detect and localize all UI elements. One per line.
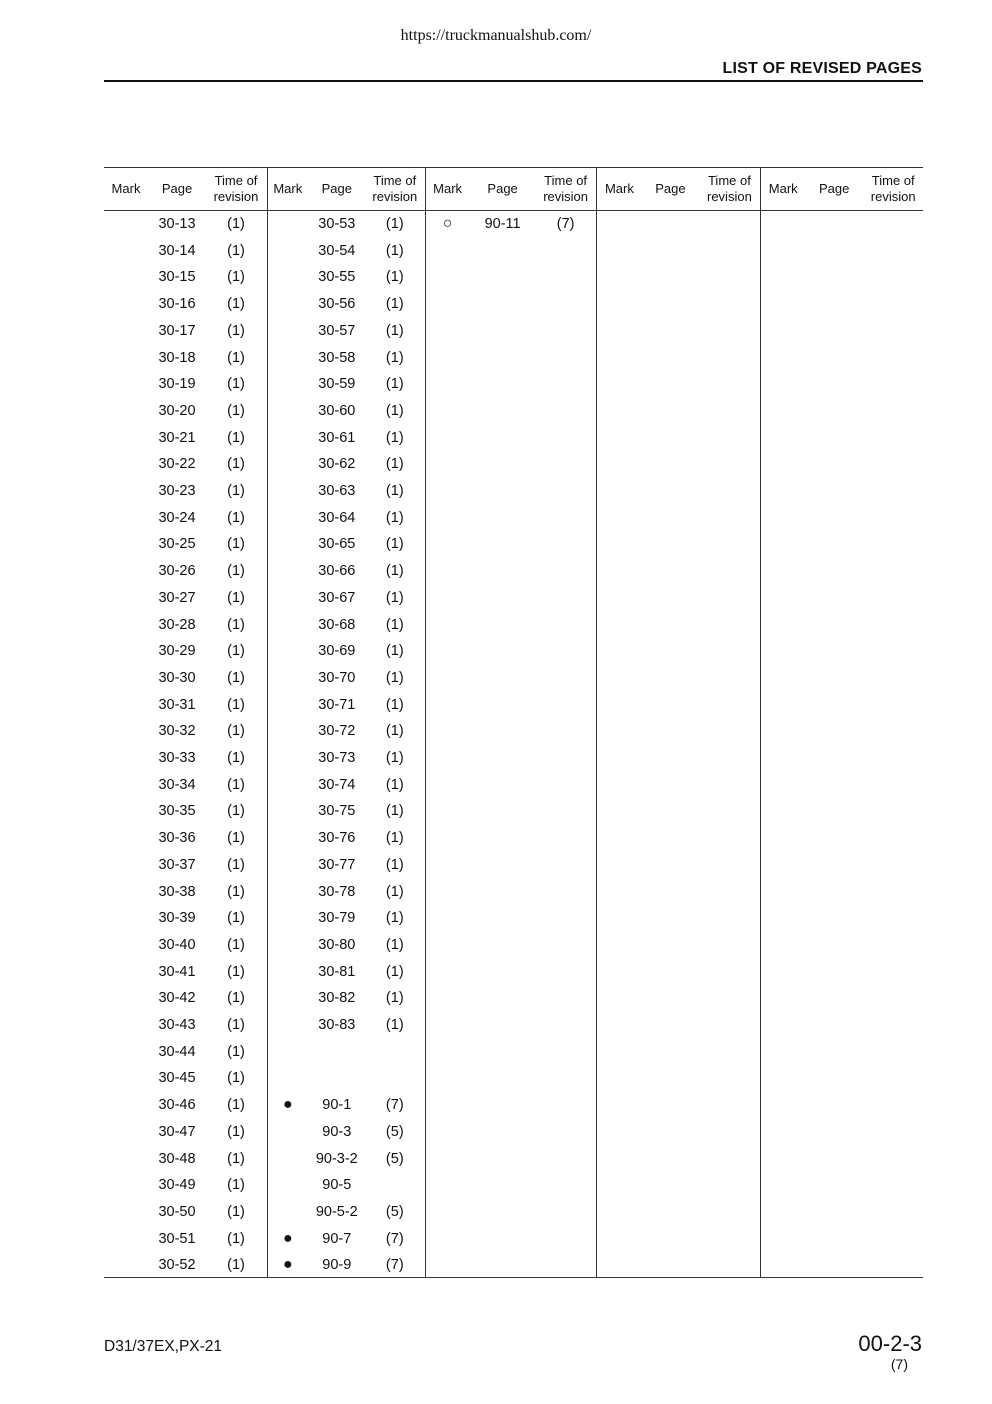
page-cell: 30-13: [158, 216, 196, 232]
table-row: [104, 318, 267, 345]
table-row: [104, 879, 267, 906]
revision-cell: (1): [227, 830, 245, 847]
table-row: [268, 1092, 425, 1119]
table-row: [104, 451, 267, 478]
revision-cell: (1): [385, 216, 404, 232]
table-row: [268, 745, 425, 772]
column-header-page: Page: [321, 181, 352, 196]
body-group-4: [596, 211, 760, 1277]
table-row: [268, 985, 425, 1012]
page-cell: 30-58: [318, 349, 356, 366]
revision-cell: (1): [385, 696, 404, 713]
revision-cell: (1): [227, 723, 245, 740]
table-row: [104, 1065, 267, 1092]
page-cell: 30-19: [158, 376, 196, 393]
table-row: [104, 505, 267, 532]
page-cell: 30-64: [318, 509, 356, 526]
revision-cell: (1): [227, 776, 245, 793]
mark-cell: ○: [442, 215, 453, 232]
revision-cell: (1): [385, 750, 404, 766]
revision-cell: (1): [227, 1150, 245, 1167]
table-row: [104, 692, 267, 719]
table-header: [104, 168, 923, 211]
time-of-revision-label: [543, 173, 588, 205]
time-of-revision-label: [372, 173, 417, 205]
page-cell: 30-67: [318, 589, 356, 606]
page-cell: 30-46: [158, 1097, 196, 1114]
page-cell: 30-37: [158, 856, 196, 873]
table-row: [268, 425, 425, 452]
model-name: D31/37EX,PX-21: [104, 1338, 223, 1355]
revision-cell: (1): [227, 910, 245, 927]
page-cell: 30-52: [158, 1257, 196, 1274]
table-body: [104, 211, 923, 1277]
page-title: LIST OF REVISED PAGES: [722, 60, 922, 77]
body-group-1: [104, 211, 267, 1277]
body-group-5: [760, 211, 923, 1277]
table-row: [268, 665, 425, 692]
table-row: [104, 425, 267, 452]
page-cell: 30-63: [318, 483, 356, 499]
page-cell: 30-29: [158, 643, 196, 660]
page-cell: 30-74: [318, 776, 356, 793]
table-row: [104, 1199, 267, 1226]
revision-cell: (1): [227, 242, 245, 259]
revision-cell: (1): [385, 830, 404, 847]
table-row: [104, 798, 267, 825]
revision-cell: (1): [227, 963, 245, 980]
table-row: [268, 1012, 425, 1039]
table-row: [268, 692, 425, 719]
page-cell: 30-41: [158, 963, 196, 980]
table-row: [268, 798, 425, 825]
page-cell: 30-33: [158, 750, 196, 766]
page-cell: 30-31: [158, 696, 196, 713]
page-cell: 90-3-2: [315, 1150, 358, 1167]
revision-cell: (1): [385, 456, 404, 473]
revision-cell: (1): [385, 803, 404, 820]
column-header-mark: Mark: [433, 181, 463, 196]
revision-cell: (7): [556, 216, 575, 232]
page-cell: 30-38: [158, 883, 196, 900]
column-header-time-of-revision: [536, 168, 596, 210]
page-cell: 30-14: [158, 242, 196, 259]
column-header-page: Page: [487, 181, 518, 196]
table-row: [104, 585, 267, 612]
page-cell: 90-1: [322, 1097, 352, 1114]
page-cell: 30-35: [158, 803, 196, 820]
page-cell: 30-53: [318, 216, 356, 232]
page-cell: 30-66: [318, 563, 356, 580]
revision-cell: (1): [385, 669, 404, 686]
table-row: [104, 1172, 267, 1199]
table-row: [104, 825, 267, 852]
revision-cell: (7): [385, 1230, 404, 1247]
time-of-revision-label: [707, 173, 752, 205]
revision-cell: (7): [385, 1097, 404, 1114]
revision-cell: (1): [227, 509, 245, 526]
revision-cell: (1): [227, 936, 245, 953]
table-row: [104, 345, 267, 372]
page-cell: 30-34: [158, 776, 196, 793]
page-cell: 30-26: [158, 563, 196, 580]
revision-cell: (1): [227, 643, 245, 660]
table-row: [104, 1119, 267, 1146]
page-cell: 30-69: [318, 643, 356, 660]
table-row: [268, 612, 425, 639]
table-row: [268, 505, 425, 532]
table-row: [268, 959, 425, 986]
time-of-revision-line-1: Time of: [707, 173, 751, 188]
revision-cell: (1): [227, 1017, 245, 1033]
revision-cell: (1): [385, 563, 404, 580]
page-cell: 30-61: [318, 429, 356, 446]
page-cell: 30-21: [158, 429, 196, 446]
page-cell: 30-20: [158, 402, 196, 419]
revision-cell: (1): [227, 803, 245, 820]
page-cell: 30-23: [158, 483, 196, 499]
page-cell: 30-39: [158, 910, 196, 927]
page-cell: 30-76: [318, 830, 356, 847]
revision-cell: (1): [385, 856, 404, 873]
page-cell: 30-71: [318, 696, 356, 713]
header-rule: [104, 80, 923, 82]
revision-cell: (1): [227, 1203, 245, 1220]
revision-cell: (1): [227, 536, 245, 553]
column-header-page: Page: [655, 181, 686, 196]
revision-cell: (1): [385, 616, 404, 633]
revision-cell: (1): [385, 349, 404, 366]
page-cell: 30-45: [158, 1070, 196, 1087]
page-cell: 30-57: [318, 322, 356, 339]
revision-cell: (1): [227, 1177, 245, 1194]
time-of-revision-line-2: revision: [213, 189, 259, 204]
page-cell: 30-36: [158, 830, 196, 847]
page-cell: 30-60: [318, 402, 356, 419]
table-row: [104, 371, 267, 398]
page-revision: (7): [890, 1356, 908, 1372]
revision-cell: (1): [385, 376, 404, 393]
page-cell: 90-9: [322, 1257, 352, 1274]
revision-cell: (1): [385, 936, 404, 953]
column-header-mark: Mark: [604, 181, 634, 196]
page-cell: 30-81: [318, 963, 356, 980]
column-header-time-of-revision: [206, 168, 266, 210]
column-header-mark: Mark: [768, 181, 798, 196]
revision-cell: (1): [385, 269, 404, 286]
page-cell: 30-68: [318, 616, 356, 633]
revision-cell: (1): [385, 883, 404, 900]
table-row: [104, 1039, 267, 1066]
column-header-page: Page: [161, 181, 193, 196]
page-cell: 30-22: [158, 456, 196, 473]
revision-cell: (1): [227, 990, 245, 1007]
revision-cell: (1): [227, 429, 245, 446]
table-row: [268, 1065, 425, 1092]
revision-cell: (1): [385, 296, 404, 313]
table-row: [104, 1252, 267, 1279]
revision-cell: (1): [227, 322, 245, 339]
revision-cell: (5): [385, 1150, 404, 1167]
table-row: [104, 905, 267, 932]
revision-cell: (1): [385, 1017, 404, 1033]
page-cell: 30-83: [318, 1017, 356, 1033]
table-row: [268, 451, 425, 478]
page-cell: 30-18: [158, 349, 196, 366]
mark-cell: ●: [282, 1096, 293, 1114]
table-row: [104, 1012, 267, 1039]
revision-cell: (1): [227, 402, 245, 419]
table-row: [268, 772, 425, 799]
page-cell: 30-62: [318, 456, 356, 473]
table-row: [268, 1172, 425, 1199]
page-cell: 30-56: [318, 296, 356, 313]
table-row: [268, 718, 425, 745]
table-row: [268, 638, 425, 665]
revision-cell: (1): [227, 1097, 245, 1114]
column-header-time-of-revision: [863, 168, 923, 210]
table-row: [104, 665, 267, 692]
revision-cell: (1): [385, 322, 404, 339]
revision-cell: (1): [227, 856, 245, 873]
revision-cell: (1): [227, 1070, 245, 1087]
page-cell: 90-11: [484, 216, 521, 232]
page-cell: 30-73: [318, 750, 356, 766]
header-group-2: [267, 168, 425, 210]
table-row: [268, 825, 425, 852]
table-row: [104, 1226, 267, 1253]
page-cell: 90-7: [322, 1230, 352, 1247]
page-cell: 30-32: [158, 723, 196, 740]
table-row: [104, 478, 267, 505]
revision-cell: (1): [227, 483, 245, 499]
table-row: [268, 531, 425, 558]
revision-cell: (1): [385, 723, 404, 740]
table-row: [426, 211, 597, 238]
table-row: [104, 264, 267, 291]
time-of-revision-line-1: Time of: [214, 173, 258, 188]
table-row: [268, 1226, 425, 1253]
revision-cell: (1): [227, 296, 245, 313]
page-cell: 90-5: [322, 1177, 352, 1194]
revision-cell: (1): [385, 242, 404, 259]
revision-cell: (1): [227, 349, 245, 366]
table-row: [268, 211, 425, 238]
mark-cell: ●: [282, 1229, 293, 1247]
page-cell: 30-55: [318, 269, 356, 286]
body-group-2: [267, 211, 425, 1277]
page-cell: 30-40: [158, 936, 196, 953]
table-row: [268, 318, 425, 345]
column-header-mark: Mark: [273, 181, 303, 196]
page-cell: 30-59: [318, 376, 356, 393]
page-cell: 30-54: [318, 242, 356, 259]
revision-cell: (1): [385, 509, 404, 526]
revision-cell: (1): [227, 1123, 245, 1140]
page-cell: 30-51: [158, 1230, 196, 1247]
table-row: [268, 398, 425, 425]
page-cell: 30-15: [158, 269, 196, 286]
table-row: [268, 1119, 425, 1146]
table-row: [268, 478, 425, 505]
time-of-revision-line-2: revision: [372, 189, 418, 204]
revision-cell: (1): [385, 402, 404, 419]
table-row: [104, 612, 267, 639]
revision-cell: (1): [385, 429, 404, 446]
revision-cell: (1): [227, 616, 245, 633]
page-cell: 30-43: [158, 1017, 196, 1033]
revision-cell: (1): [227, 750, 245, 766]
table-row: [104, 238, 267, 265]
page-cell: 30-47: [158, 1123, 196, 1140]
time-of-revision-line-1: Time of: [871, 173, 915, 188]
revision-cell: (1): [227, 696, 245, 713]
table-row: [268, 1146, 425, 1173]
page-cell: 30-78: [318, 883, 356, 900]
table-row: [104, 959, 267, 986]
header-group-1: [104, 168, 267, 210]
revision-cell: (1): [227, 1230, 245, 1247]
revision-cell: (1): [385, 589, 404, 606]
source-url: https://truckmanualshub.com/: [400, 27, 592, 44]
table-row: [104, 932, 267, 959]
time-of-revision-line-1: Time of: [373, 173, 417, 188]
page-cell: 30-72: [318, 723, 356, 740]
revision-cell: (1): [385, 990, 404, 1007]
table-row: [104, 985, 267, 1012]
revision-cell: (1): [227, 589, 245, 606]
table-row: [104, 718, 267, 745]
table-row: [104, 531, 267, 558]
table-row: [268, 1039, 425, 1066]
page-cell: 90-5-2: [315, 1203, 358, 1220]
revision-cell: (1): [227, 1043, 245, 1060]
revised-pages-table: [104, 167, 923, 1278]
page-cell: 30-75: [318, 803, 356, 820]
body-group-3: [425, 211, 597, 1277]
page-cell: 30-27: [158, 589, 196, 606]
revision-cell: (1): [385, 910, 404, 927]
page-cell: 30-16: [158, 296, 196, 313]
page-cell: 30-70: [318, 669, 356, 686]
table-row: [104, 745, 267, 772]
page-cell: 30-17: [158, 322, 196, 339]
table-row: [268, 345, 425, 372]
table-row: [268, 264, 425, 291]
table-row: [268, 1252, 425, 1279]
time-of-revision-line-2: revision: [870, 189, 916, 204]
page-cell: 30-44: [158, 1043, 196, 1060]
time-of-revision-line-2: revision: [543, 189, 588, 204]
page-cell: 90-3: [322, 1123, 352, 1140]
revision-cell: (1): [227, 883, 245, 900]
revision-cell: (1): [385, 483, 404, 499]
table-row: [268, 558, 425, 585]
table-row: [104, 852, 267, 879]
page-cell: 30-28: [158, 616, 196, 633]
revision-cell: (5): [385, 1123, 404, 1140]
table-row: [268, 852, 425, 879]
revision-cell: (5): [385, 1203, 404, 1220]
header-group-4: [596, 168, 760, 210]
table-row: [268, 585, 425, 612]
revision-cell: (1): [385, 536, 404, 553]
table-row: [104, 211, 267, 238]
revision-cell: (1): [385, 963, 404, 980]
column-header-time-of-revision: [365, 168, 425, 210]
revision-cell: (1): [227, 269, 245, 286]
page-cell: 30-49: [158, 1177, 196, 1194]
time-of-revision-label: [214, 173, 259, 205]
revision-cell: (1): [227, 216, 245, 232]
table-row: [104, 1092, 267, 1119]
revision-cell: (1): [227, 456, 245, 473]
table-row: [268, 932, 425, 959]
page-number: 00-2-3: [858, 1331, 922, 1356]
page-cell: 30-24: [158, 509, 196, 526]
table-row: [104, 558, 267, 585]
column-header-page: Page: [819, 181, 850, 196]
page-cell: 30-48: [158, 1150, 196, 1167]
page-cell: 30-50: [158, 1203, 196, 1220]
page-cell: 30-80: [318, 936, 356, 953]
revision-cell: (1): [227, 669, 245, 686]
table-row: [268, 371, 425, 398]
time-of-revision-line-1: Time of: [544, 173, 588, 188]
table-row: [104, 638, 267, 665]
revision-cell: (7): [385, 1257, 404, 1274]
page-cell: 30-82: [318, 990, 356, 1007]
revision-cell: (1): [385, 776, 404, 793]
table-row: [268, 879, 425, 906]
table-row: [268, 1199, 425, 1226]
revision-cell: (1): [385, 643, 404, 660]
column-header-time-of-revision: [699, 168, 759, 210]
header-group-5: [760, 168, 923, 210]
table-row: [104, 398, 267, 425]
page-cell: 30-77: [318, 856, 356, 873]
table-row: [104, 1146, 267, 1173]
page-cell: 30-79: [318, 910, 356, 927]
column-header-mark: Mark: [111, 181, 141, 196]
revision-cell: (1): [227, 563, 245, 580]
table-row: [104, 291, 267, 318]
header-group-3: [425, 168, 597, 210]
page-cell: 30-25: [158, 536, 196, 553]
table-row: [268, 905, 425, 932]
page-cell: 30-65: [318, 536, 356, 553]
time-of-revision-line-2: revision: [707, 189, 752, 204]
page-cell: 30-30: [158, 669, 196, 686]
revision-cell: (1): [227, 1257, 245, 1274]
page-cell: 30-42: [158, 990, 196, 1007]
table-row: [268, 291, 425, 318]
table-row: [268, 238, 425, 265]
mark-cell: ●: [282, 1256, 293, 1274]
table-row: [104, 772, 267, 799]
time-of-revision-label: [871, 173, 916, 205]
revision-cell: (1): [227, 376, 245, 393]
